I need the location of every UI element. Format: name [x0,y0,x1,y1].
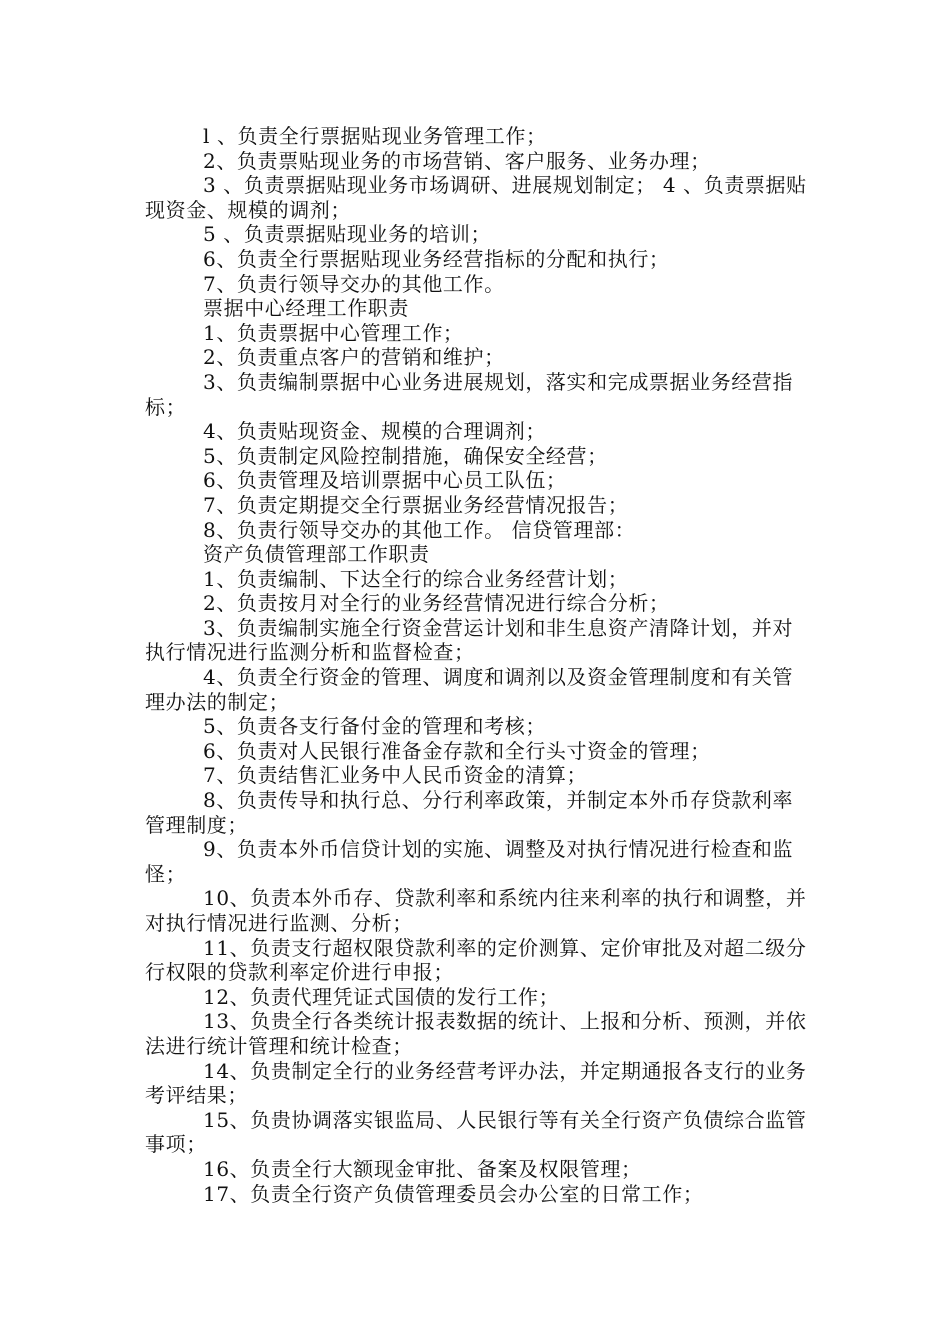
paragraph: l 、负责全行票据贴现业务管理工作； [203,124,547,148]
paragraph: 4、负责贴现资金、规模的合理调剂； [203,419,546,444]
paragraph: 2、负责重点客户的营销和维护； [203,345,505,370]
paragraph: 9、负责本外币信贷计划的实施、调整及对执行情况进行检查和监怪； [145,837,794,886]
paragraph: 12、负责代理凭证式国债的发行工作； [203,984,560,1009]
paragraph: 3、负责编制实施全行资金营运计划和非生息资产清降计划，并对执行情况进行监测分析和监督检查； [145,615,794,665]
paragraph: 15、负贵协调落实银监局、人民银行等有关全行资产负债综合监管事项； [145,1107,807,1157]
paragraph: 2、负责按月对全行的业务经营情况进行综合分析； [203,591,670,616]
section-heading: 资产负债管理部工作职责 [203,542,430,567]
paragraph: 5 、负责票据贴现业务的培训； [203,222,492,247]
paragraph: 7、负责行领导交办的其他工作。 [203,271,505,296]
paragraph: 6、负责管理及培训票据中心员工队伍； [203,468,567,493]
paragraph: 5、负责各支行备付金的管理和考核； [203,714,546,739]
paragraph: 7、负责定期提交全行票据业务经营情况报告； [203,492,629,517]
paragraph: 8、负责行领导交办的其他工作。 信贷管理部： [203,517,636,542]
paragraph: 1、负责编制、下达全行的综合业务经营计划； [203,566,629,591]
paragraph: 8、负责传导和执行总、分行利率政策，并制定本外币存贷款利率管理制度； [145,788,794,837]
paragraph: 6、负责对人民银行准备金存款和全行头寸资金的管理； [203,738,711,763]
paragraph: 6、负责全行票据贴现业务经营指标的分配和执行； [203,246,670,271]
paragraph: 16、负责全行大额现金审批、备案及权限管理； [203,1156,642,1181]
paragraph: 14、负贵制定全行的业务经营考评办法，并定期通报各支行的业务考评结果； [145,1058,807,1108]
paragraph: 2、负责票贴现业务的市场营销、客户服务、业务办理； [203,148,711,173]
paragraph: 13、负贵全行各类统计报表数据的统计、上报和分析、预测，并依法进行统计管理和统计检查； [145,1009,807,1058]
section-heading: 票据中心经理工作职责 [203,296,409,321]
paragraph: 1、负责票据中心管理工作； [203,320,464,345]
paragraph: 10、负责本外币存、贷款利率和系统内往来利率的执行和调整，并对执行情况进行监测、分析； [145,886,807,935]
paragraph: 3 、负责票据贴现业务市场调研、进展规划制定； 4 、负责票据贴现资金、规模的调剂； [145,173,807,222]
paragraph: 17、负责全行资产负债管理委员会办公室的日常工作； [203,1181,704,1206]
paragraph: 7、负责结售汇业务中人民币资金的清算； [203,763,588,788]
document-body [145,124,813,1206]
paragraph: 11、负责支行超权限贷款利率的定价测算、定价审批及对超二级分行权限的贷款利率定价进行申报； [145,935,807,985]
paragraph: 5、负责制定风险控制措施，确保安全经营； [203,443,608,468]
paragraph: 3、负责编制票据中心业务进展规划，落实和完成票据业务经营指标； [145,369,794,419]
paragraph: 4、负责全行资金的管理、调度和调剂以及资金管理制度和有关管理办法的制定； [145,665,794,714]
